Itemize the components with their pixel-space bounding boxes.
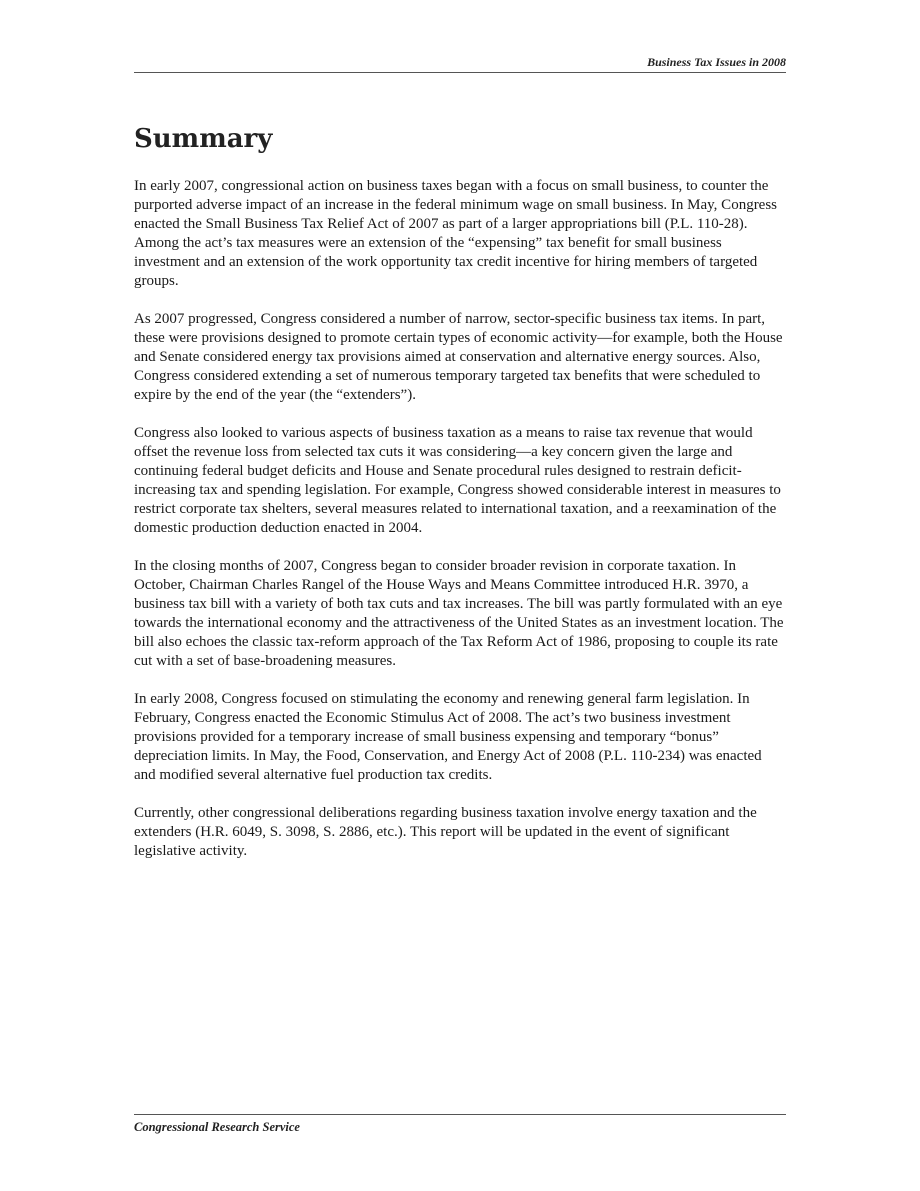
paragraph: In early 2008, Congress focused on stimulating the economy and renewing general farm legislation. In February, Congress enacted the Economic Stimulus Act of 2008. The act’s two business investment provisions provided for a temporary increase of small business expensing and temporary “bonus” depreciation limits. In May, the Food, Conservation, and Energy Act of 2008 (P.L. 110-234) was enacted and modified several alternative fuel production tax credits. [134, 691, 762, 783]
paragraph: In early 2007, congressional action on business taxes began with a focus on small business, to counter the purported adverse impact of an increase in the federal minimum wage on small business. In May, Congress enacted the Small Business Tax Relief Act of 2007 as part of a larger appropriations bill (P.L. 110-28). Among the act’s tax measures were an extension of the “expensing” tax benefit for small business investment and an extension of the work opportunity tax credit incentive for hiring members of targeted groups. [134, 178, 778, 289]
footer-divider [134, 1114, 786, 1115]
running-footer: Congressional Research Service [134, 1120, 300, 1134]
header-divider [134, 72, 786, 73]
section-heading: Summary [134, 124, 273, 154]
paragraph: Currently, other congressional deliberations regarding business taxation involve energy taxation and the extenders (H.R. 6049, S. 3098, S. 2886, etc.). This report will be updated in the event of significant legislative activity. [134, 805, 757, 859]
paragraph: Congress also looked to various aspects of business taxation as a means to raise tax revenue that would offset the revenue loss from selected tax cuts it was considering—a key concern given the large and continuing federal budget deficits and House and Senate procedural rules designed to restrain deficit-increasing tax and spending legislation. For example, Congress showed considerable interest in measures to restrict corporate tax shelters, several measures related to international taxation, and a reexamination of the domestic production deduction enacted in 2004. [134, 425, 781, 536]
paragraph: In the closing months of 2007, Congress began to consider broader revision in corporate taxation. In October, Chairman Charles Rangel of the House Ways and Means Committee introduced H.R. 3970, a business tax bill with a variety of both tax cuts and tax increases. The bill was partly formulated with an eye towards the international economy and the attractiveness of the United States as an investment location. The bill also echoes the classic tax-reform approach of the Tax Reform Act of 1986, proposing to couple its rate cut with a set of base-broadening measures. [134, 558, 784, 669]
summary-body [134, 177, 786, 880]
running-header: Business Tax Issues in 2008 [647, 55, 786, 69]
paragraph: As 2007 progressed, Congress considered a number of narrow, sector-specific business tax items. In part, these were provisions designed to promote certain types of economic activity—for example, both the House and Senate considered energy tax provisions aimed at conservation and alternative energy sources. Also, Congress considered extending a set of numerous temporary targeted tax benefits that were scheduled to expire by the end of the year (the “extenders”). [134, 311, 783, 403]
